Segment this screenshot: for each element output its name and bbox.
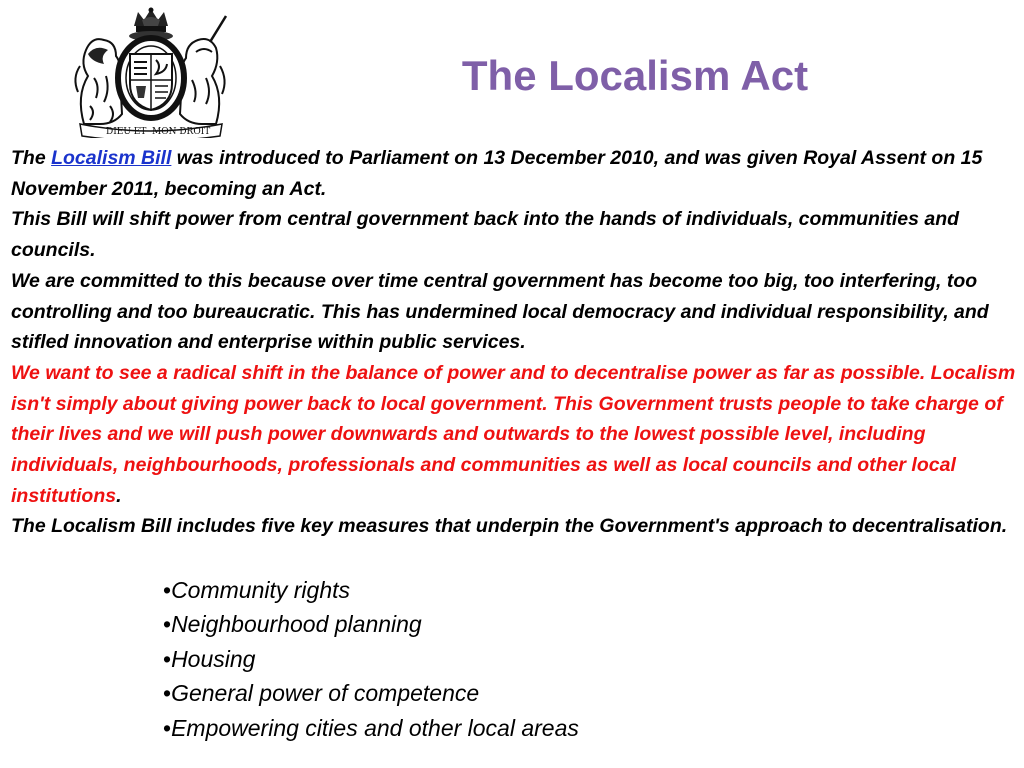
bullet-icon: •	[163, 611, 172, 638]
slide-title: The Localism Act	[461, 52, 809, 99]
paragraph-radical-shift	[11, 358, 1019, 512]
royal-coat-of-arms	[70, 6, 230, 138]
paragraph-shift-power: This Bill will shift power from central government back into the hands of individuals, communities and councils.	[11, 208, 960, 262]
intro-suffix: was introduced to Parliament on 13 December 2010, and was given Royal Assent on 15 November 2011, becoming an Act.	[11, 147, 983, 200]
list-item-label: General power of competence	[171, 680, 480, 707]
list-item-label: Community rights	[171, 577, 350, 603]
shield-icon	[130, 54, 172, 110]
list-item	[163, 676, 579, 710]
slide-body	[11, 143, 1019, 542]
paragraph-intro	[11, 143, 1019, 204]
list-item-label: Neighbourhood planning	[171, 611, 422, 638]
paragraph-commitment: We are committed to this because over time central government has become too big, too interfering, too controlling and too bureaucratic. This has undermined local democracy and individual responsibility, and stifled innovation and enterprise within public services.	[11, 269, 989, 354]
motto-right: MON DROIT	[152, 127, 211, 137]
bullet-icon: •	[163, 714, 172, 741]
key-measures-list	[163, 573, 579, 745]
list-item	[163, 642, 579, 676]
unicorn-supporter-icon	[180, 16, 226, 124]
list-item-label: Housing	[171, 645, 256, 672]
radical-shift-period: .	[116, 484, 122, 507]
lion-supporter-icon	[75, 39, 122, 124]
bullet-icon: •	[163, 577, 172, 603]
list-item	[163, 711, 579, 745]
motto-left: DIEU ET	[106, 127, 147, 137]
intro-prefix: The	[11, 147, 52, 169]
radical-shift-text: We want to see a radical shift in the balance of power and to decentralise power as far as possible. Localism isn't simply about giving power back to local government. This Government trusts people to take charge of their lives and we will push power downwards and outwards to the lowest possible level, including individuals, neighbourhoods, professionals and communities as well as local councils and other local institutions	[11, 361, 1016, 507]
localism-bill-link[interactable]: Localism Bill	[51, 147, 172, 169]
list-item-label: Empowering cities and other local areas	[171, 714, 579, 741]
paragraph-key-measures: The Localism Bill includes five key measures that underpin the Government's approach to decentralisation.	[11, 515, 1008, 538]
list-item	[163, 573, 579, 607]
list-item	[163, 607, 579, 641]
bullet-icon: •	[163, 680, 172, 707]
bullet-icon: •	[163, 645, 172, 672]
